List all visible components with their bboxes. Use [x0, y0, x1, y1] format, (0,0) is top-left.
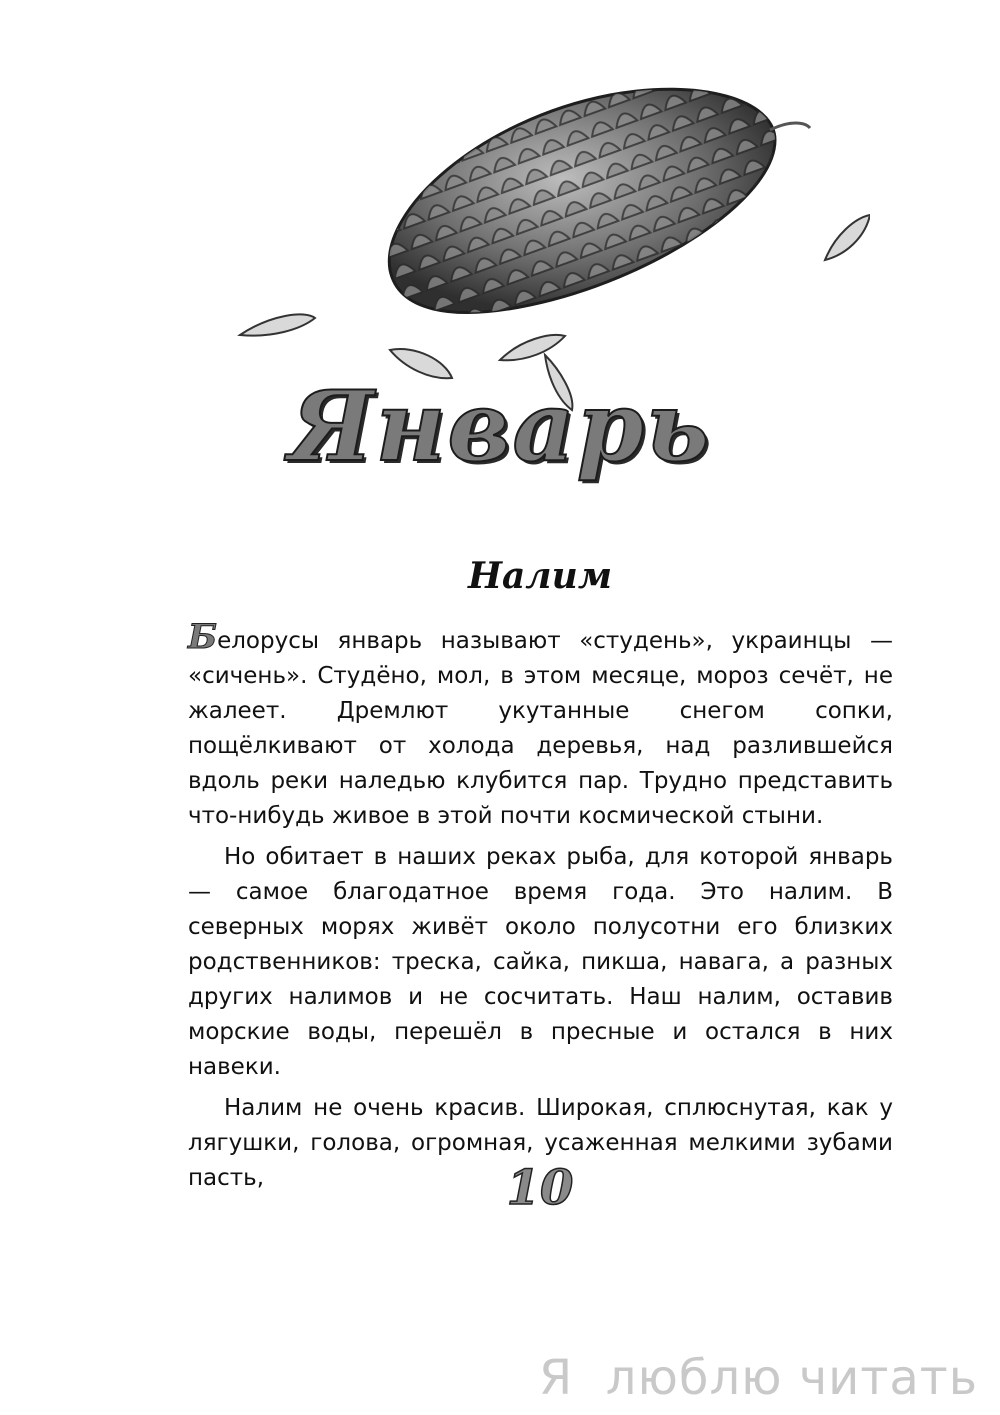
drop-cap: Б	[188, 617, 218, 657]
paragraph-3: Налим не очень красив. Широкая, сплюснутая, как у лягушки, голова, огромная, усаженная мелкими зубами пасть,	[188, 1095, 893, 1191]
paragraph-1	[188, 617, 893, 834]
watermark: Я люблю читать	[538, 1350, 978, 1406]
paragraph-1-text: елорусы январь называют «студень», украинцы — «сичень». Студёно, мол, в этом месяце, мороз сечёт, не жалеет. Дремлют укутанные снегом сопки, пощёлкивают от холода деревья, над разлившейся вдоль реки наледью клубится пар. Трудно представить что-нибудь живое в этой почти космической стыни.	[188, 628, 893, 829]
paragraph-2: Но обитает в наших реках рыба, для которой январь — самое благодатное время года. Это налим. В северных морях живёт около полусотни его близких родственников: треска, сайка, пикша, навага, а разных других налимов и не сосчитать. Наш налим, оставив морские воды, перешёл в пресные и остался в них навеки.	[188, 844, 893, 1080]
section-title: Налим	[467, 555, 613, 597]
chapter-title: Январь	[288, 370, 712, 483]
page-number: 10	[506, 1160, 574, 1216]
pine-cone-icon	[389, 89, 810, 312]
pine-cone-illustration	[230, 60, 870, 420]
body-text	[188, 617, 893, 1202]
